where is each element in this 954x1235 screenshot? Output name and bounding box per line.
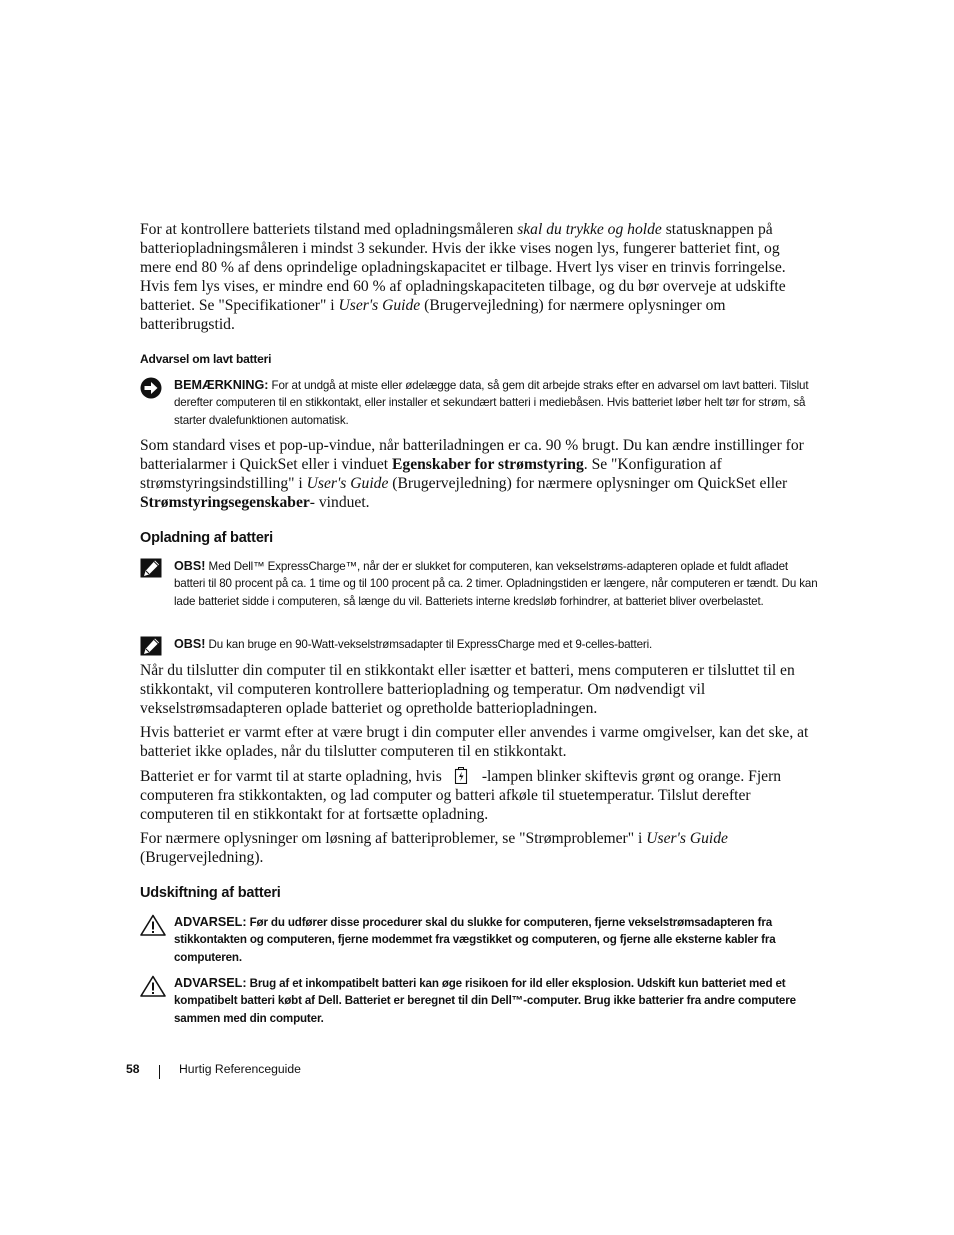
low-battery-paragraph — [140, 436, 812, 512]
replacing-heading: Udskiftning af batteri — [140, 885, 281, 901]
note-text: Med Dell™ ExpressCharge™, når der er slukket for computeren, kan vekselstrøms-adapteren oplade et fuldt afladet batteri til 80 procent på ca. 1 time og til 100 procent på ca. 2 timer. Opladningstiden er længere, når computeren er tændt. Du kan lade batteriet sidde i computeren, så længe du vil. Batteriets interne kredsløb forhindrer, at batteriet bliver overbelastet. — [174, 560, 818, 608]
note-label: OBS! — [174, 637, 206, 651]
note-label: OBS! — [174, 559, 206, 573]
charging-heading: Opladning af batteri — [140, 530, 273, 546]
body-text: For nærmere oplysninger om løsning af batteriproblemer, se "Strømproblemer" i — [140, 830, 647, 847]
intro-emphasis: skal du trykke og holde — [517, 221, 662, 238]
warning-box-incompatible-battery — [140, 975, 820, 1027]
note-pencil-icon — [140, 636, 164, 658]
warning-triangle-icon — [140, 914, 164, 936]
body-text: (Brugervejledning). — [140, 849, 264, 866]
power-management-properties-name: Strømstyringsegenskaber — [140, 494, 310, 511]
note-box-90w-adapter — [140, 636, 820, 653]
battery-status-icon — [454, 767, 468, 784]
body-text: -lampen blinker skiftevis grønt og orange. Fjern computeren fra stikkontakten, og lad computer og batteri afkøle til stuetemperatur. Tilslut derefter computeren til en stikkontakt for at fortsætte opladning. — [140, 768, 782, 823]
charging-paragraph-2: Hvis batteriet er varmt efter at være brugt i din computer eller anvendes i varme omgivelser, kan det ske, at batteriet ikke oplades, når du tilslutter computeren til en stikkontakt. — [140, 724, 809, 760]
intro-paragraph — [140, 220, 812, 334]
warning-label: ADVARSEL: — [174, 915, 247, 929]
power-properties-window-name: Egenskaber for strømstyring — [392, 456, 584, 473]
warning-text: Brug af et inkompatibelt batteri kan øge risikoen for ild eller eksplosion. Udskift kun batteriet med et kompatibelt batteri købt af Dell. Batteriet er beregnet til din Dell™-computer. Brug ikke batterier fra andre computere sammen med din computer. — [174, 977, 796, 1025]
note-pencil-icon — [140, 558, 164, 580]
body-text: Som standard vises et pop-up-vindue, når batteriladningen er ca. 90 % brugt. Du kan ændre instillinger for batterialarmer i QuickSet eller i vinduet — [140, 437, 804, 473]
footer-divider — [159, 1065, 160, 1079]
notice-label: BEMÆRKNING: — [174, 378, 269, 392]
intro-text: For at kontrollere batteriets tilstand med opladningsmåleren — [140, 221, 518, 238]
footer-title: Hurtig Referenceguide — [179, 1062, 301, 1076]
warning-label: ADVARSEL: — [174, 976, 247, 990]
note-box-expresscharge — [140, 558, 820, 610]
warning-text: Før du udfører disse procedurer skal du slukke for computeren, fjerne vekselstrømsadapteren fra stikkontakten og computeren, fjerne modemmet fra vægstikket og computeren, og fjerne alle eksterne kabler fra computeren. — [174, 916, 776, 964]
warning-box-power-off — [140, 914, 820, 966]
notice-text: For at undgå at miste eller ødelægge data, så gem dit arbejde straks efter en advarsel om lavt batteri. Tilslut derefter computeren til en stikkontakt, eller installer et sekundært batteri i mediebåsen. Hvis batteriet løber helt tør for strøm, så starter dvalefunktionen automatisk. — [174, 379, 809, 427]
body-text: (Brugervejledning) for nærmere oplysninger om QuickSet eller — [388, 475, 788, 492]
users-guide-reference: User's Guide — [306, 475, 389, 492]
body-text: - vinduet. — [309, 494, 370, 511]
page-number: 58 — [126, 1062, 140, 1076]
charging-paragraph-3 — [140, 767, 812, 824]
intro-text: statusknappen på batteriopladningsmåleren i mindst 3 sekunder. Hvis der ikke vises nogen lys, fungerer batteriet fint, og mere end 80 % af dens oprindelige opladningskapacitet er tilbage. Hvert lys viser en trinvis forringelse. Hvis fem lys vises, er mindre end 60 % af opladningskapaciteten tilbage, og du bør overveje at udskifte batteriet. Se "Specifikationer" i — [140, 221, 786, 314]
notice-arrow-icon — [140, 377, 164, 399]
note-text: Du kan bruge en 90-Watt-vekselstrømsadapter til ExpressCharge med et 9-celles-batteri. — [205, 638, 653, 651]
users-guide-reference: User's Guide — [646, 830, 728, 847]
users-guide-reference: User's Guide — [338, 297, 421, 314]
charging-paragraph-4 — [140, 829, 812, 867]
notice-box — [140, 377, 820, 429]
charging-paragraph-1: Når du tilslutter din computer til en stikkontakt eller isætter et batteri, mens computeren er tilsluttet til en stikkontakt, vil computeren kontrollere batteriopladning og temperatur. Om nødvendigt vil vekselstrømsadapteren oplade batteriet og opretholde batteriopladningen. — [140, 662, 795, 717]
body-text: . Se "Konfiguration af strømstyringsindstilling" i — [140, 456, 722, 492]
low-battery-heading: Advarsel om lavt batteri — [140, 352, 272, 366]
warning-triangle-icon — [140, 975, 164, 997]
intro-text: (Brugervejledning) for nærmere oplysninger om batteribrugstid. — [140, 297, 726, 333]
body-text: Batteriet er for varmt til at starte opladning, hvis — [140, 768, 442, 785]
